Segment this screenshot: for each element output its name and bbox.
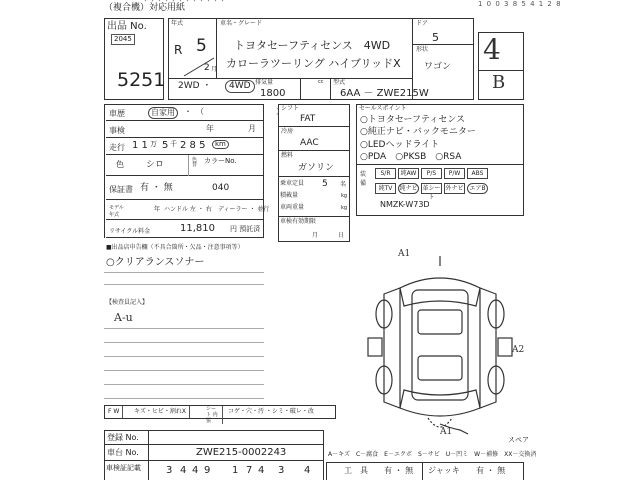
field-registration-digits-0: 3 [166, 465, 173, 476]
rule-line [104, 370, 264, 371]
car-diagram [360, 248, 530, 448]
field-details-handle-options: ハンドル 左 ・ 右 [164, 206, 212, 213]
header-faded-text: ・・・・・・・・・・・・ [142, 0, 226, 5]
field-specs-expiry-label: 車検有効期限 [280, 218, 317, 225]
fuel-value: ガソリン [298, 163, 335, 173]
row-recycle [106, 220, 264, 238]
field-equipment-row1-4: ABS [467, 168, 488, 179]
mark-a2: A2 [512, 345, 525, 355]
field-equipment-row1-3: P/W [444, 168, 465, 179]
field-equipment-row2-0: 純TV [375, 183, 396, 194]
rule-line [478, 70, 524, 71]
note-item-1: ○クリアランスソナー [106, 257, 205, 268]
field-equipment-row2-3: 外ナビ [445, 185, 464, 192]
checklist-bar [104, 405, 336, 424]
spare-label: スペア [508, 436, 529, 444]
rule-line [104, 398, 264, 399]
capacity-value: 5 [322, 179, 328, 189]
damage-legend: A－キズ C－腐食 E－エクボ S－サビ U－凹ミ W－補修 XX－交換済 [328, 451, 537, 458]
rule-line [104, 356, 264, 357]
rule-line [188, 155, 189, 176]
year-divider [176, 56, 216, 78]
field-specs-expiry-day: 日 [338, 232, 345, 239]
field-checklist-items-0: F W [105, 406, 123, 418]
model-value: 6AA － ZWE215W [340, 88, 429, 99]
doors-label: ドア [416, 20, 428, 27]
field-tools-tool-label: 工 具 [344, 466, 368, 475]
history-selected: 自家用 [148, 107, 178, 119]
field-details-sen-unit: 千 [170, 140, 177, 148]
row-mileage [106, 138, 264, 155]
field-specs-capacity-unit: 名 [340, 181, 347, 188]
field-details-accident-label: 事検 [109, 126, 125, 135]
row-color [106, 155, 264, 176]
field-registration-digits-2: 4 [192, 465, 199, 476]
field-specs-shift-label: シフト [281, 105, 300, 112]
rule-line [278, 150, 350, 151]
field-registration-digits-4: 1 [232, 465, 239, 476]
field-equipment-row1-0: S/R [375, 168, 396, 179]
rule-line [278, 176, 350, 177]
drive-options: 2WD ・ [178, 81, 212, 91]
rule-line [356, 164, 524, 165]
color-value: シロ [146, 160, 165, 170]
mileage-ten-thousand: 1 1 [132, 140, 148, 151]
rule-line [104, 284, 264, 285]
rule-line [422, 462, 423, 480]
field-details-warranty-value: 有 ・ 無 [140, 183, 173, 193]
rule-line [278, 216, 350, 217]
field-equipment-row1-2: P/S [421, 168, 442, 179]
displacement-label: 排気量 [255, 79, 274, 86]
month-value: 2 [204, 63, 210, 73]
field-selling-points-label: セールスポイント [359, 105, 407, 112]
rule-line [104, 272, 264, 273]
field-details-year-unit: 年 [206, 124, 214, 133]
field-equipment-row2-1: 純ナビ [399, 185, 418, 192]
field-registration-digits-7: 3 [278, 465, 285, 476]
equipment-label: 装備 [360, 171, 367, 187]
field-registration-digits-1: 4 [180, 465, 187, 476]
field-registration-label: 登録 No. [107, 433, 139, 442]
year-value: 5 [196, 36, 207, 56]
field-specs-ac-label: 冷房 [281, 128, 294, 135]
field-details-recycle-unit: 円 預託済 [230, 225, 261, 233]
month-unit: 月 [211, 66, 218, 73]
shape-value: ワゴン [424, 62, 452, 72]
score-overall: 4 [483, 33, 501, 66]
field-notes-header: ■出品店申告欄（不具合箇所・欠品・注意事項等） [106, 244, 244, 251]
rule-line [104, 342, 264, 343]
field-specs-fuel-label: 燃料 [281, 152, 294, 159]
form-label: （複合機）対応用紙 [104, 3, 186, 13]
field-details-man-unit: 万 [150, 140, 157, 148]
header-code: 1 0 0 3 8 5 4 1 2 8 [478, 0, 562, 8]
field-equipment-row2-4: エアB [467, 183, 488, 194]
lot-number: 5251 [117, 69, 166, 91]
selling-point-2: ○純正ナビ・バックモニター [360, 127, 476, 137]
rule-line [278, 126, 350, 127]
field-details-color-sub-label: 色替 [192, 157, 198, 168]
field-registration-digits-3: 9 [204, 465, 211, 476]
lot-small-number: 2045 [111, 34, 135, 45]
field-details-km-unit: km [212, 140, 229, 149]
rule-line [104, 444, 324, 445]
field-details-month-unit: 月 [248, 124, 256, 133]
drive-selected: 4WD [225, 80, 255, 93]
vehicle-name-line2: カローラツーリング ハイブリッドX [226, 57, 401, 70]
field-registration-digits-6: 4 [258, 465, 265, 476]
name-label: 車名・グレード [220, 20, 263, 27]
row-warranty [106, 176, 264, 200]
field-registration-digits-5: 7 [246, 465, 253, 476]
row-history [106, 104, 284, 121]
field-specs-weight-label: 車両重量 [280, 204, 305, 211]
shape-label: 形状 [416, 46, 429, 53]
field-equipment-row1-1: 純AW [398, 168, 419, 179]
displacement-value: 1800 [260, 88, 286, 99]
field-specs-kg-unit: kg [341, 205, 348, 211]
chassis-number: ZWE215-0002243 [196, 447, 287, 458]
rule-line [330, 78, 331, 100]
recycle-fee: 11,810 [180, 223, 215, 234]
mileage-thousand: 5 [162, 140, 169, 151]
rule-line [168, 78, 412, 79]
row-model-year [106, 200, 270, 220]
field-tools-tool-value: 有 ・ 無 [384, 466, 414, 475]
field-checklist-items-2: シート 内張 [203, 406, 223, 424]
field-checklist-items-3: コゲ・穴・汚 ・シミ・破レ・改 [228, 408, 314, 415]
shift-value: FAT [300, 114, 316, 124]
selling-point-3: ○LEDヘッドライト [360, 140, 440, 150]
field-details-mileage-label: 走行 [109, 143, 125, 152]
field-details-inspection-label: 車歴 [109, 109, 125, 118]
mark-a1-bottom: A1 [440, 427, 453, 437]
color-code: 040 [212, 183, 230, 193]
rule-line [412, 44, 474, 45]
rule-line [104, 328, 264, 329]
field-tools-jack-value: 有 ・ 無 [476, 466, 506, 475]
lot-label: 出品 No. [107, 21, 147, 32]
field-registration-chassis-label: 車台 No. [107, 448, 139, 457]
field-specs-load-label: 積載量 [280, 192, 299, 199]
inspector-note: A-u [114, 311, 133, 324]
field-details-recycle-label: リサイクル料金 [109, 228, 151, 235]
lot-box [104, 18, 164, 100]
rule-line [300, 78, 301, 100]
ac-value: AAC [300, 138, 319, 148]
field-equipment-row2-2: 革シート [422, 185, 441, 201]
year-label: 年式 [171, 20, 184, 27]
mark-a1-top: A1 [398, 249, 411, 259]
field-checklist-items-1: キズ・ヒビ・割れX [131, 406, 190, 418]
row-accident [106, 121, 264, 138]
field-specs-expiry-month: 月 [312, 232, 319, 239]
model-label: 型式 [333, 79, 346, 86]
field-specs-capacity-label: 乗車定員 [280, 180, 305, 187]
selling-point-4: ○PDA ○PKSB ○RSA [360, 152, 462, 162]
field-details-color-label: 色 [116, 160, 124, 169]
field-specs-kg-unit: kg [341, 193, 348, 199]
vehicle-name-line1: トヨタセーフティセンス 4WD [234, 39, 391, 52]
field-notes-inspector-header: 【検査員記入】 [106, 299, 149, 306]
navi-model: NMZK-W73D [380, 200, 430, 209]
rule-line [104, 460, 324, 461]
field-details-model-year-label: モデル年式 [109, 205, 124, 218]
field-tools-jack-label: ジャッキ [428, 466, 460, 475]
doors-value: 5 [432, 31, 439, 44]
rule-line [148, 430, 149, 480]
mileage-rest: 2 8 5 [180, 140, 206, 151]
field-details-warranty-label: 保証書 [109, 185, 133, 194]
field-details-dealer-label: ディーラー ・ 並行 [218, 206, 270, 213]
field-registration-inspection-no-label: 車検証記載 [106, 464, 141, 472]
history-suffix: ・ （ ） [184, 107, 284, 116]
field-details-color-no-label: カラーNo. [204, 157, 237, 165]
field-registration-digits-8: 4 [304, 465, 311, 476]
score-interior: B [492, 72, 506, 93]
cc-unit: cc [318, 79, 324, 85]
selling-point-1: ○トヨタセーフティセンス [360, 115, 466, 125]
field-details-model-year-unit: 年 [154, 206, 161, 213]
year-era: R [174, 43, 183, 57]
rule-line [104, 384, 264, 385]
